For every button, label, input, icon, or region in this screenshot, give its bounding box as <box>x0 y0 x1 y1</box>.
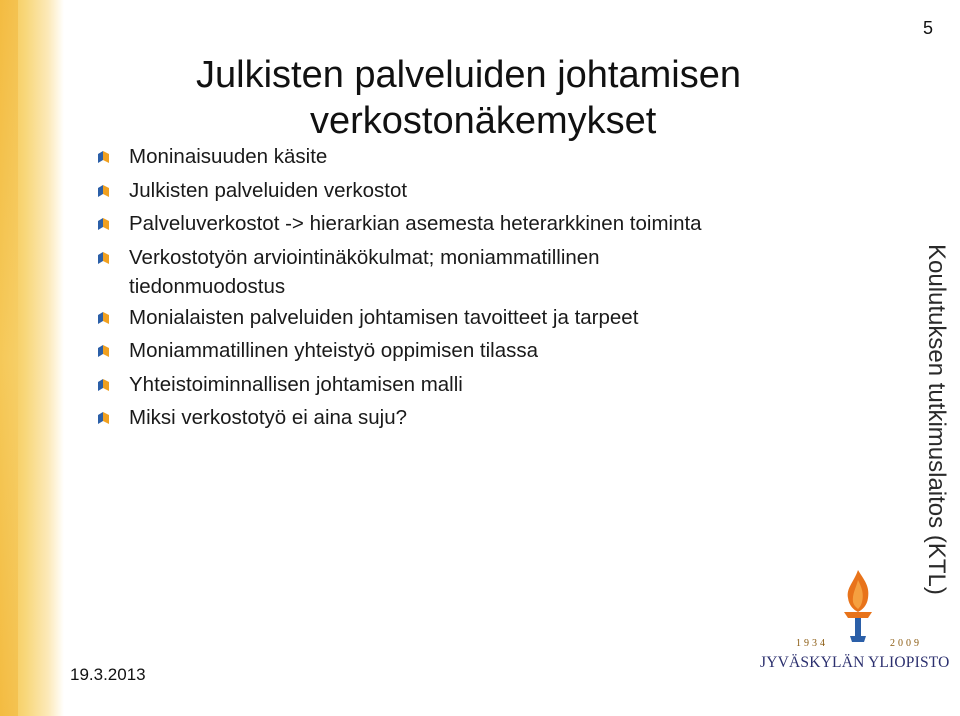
left-decorative-band <box>0 0 64 716</box>
cube-bullet-icon <box>98 412 109 424</box>
bullet-text: Palveluverkostot -> hierarkian asemesta heterarkkinen toiminta <box>129 212 702 235</box>
bullet-item <box>94 207 874 241</box>
bullet-list <box>94 140 874 435</box>
logo-years <box>796 638 922 649</box>
slide-title-line-2: verkostonäkemykset <box>310 100 657 142</box>
bullet-item <box>94 401 874 435</box>
bullet-text: Monialaisten palveluiden johtamisen tavoitteet ja tarpeet <box>129 305 639 329</box>
cube-bullet-icon <box>98 252 109 264</box>
bullet-text: Moninaisuuden käsite <box>129 145 328 168</box>
logo-university-name: JYVÄSKYLÄN YLIOPISTO <box>760 654 950 671</box>
bullet-text: Verkostotyön arviointinäkökulmat; moniammatillinen tiedonmuodostus <box>129 245 600 298</box>
cube-bullet-icon <box>98 345 109 357</box>
slide-number: 5 <box>922 18 933 38</box>
bullet-item <box>94 301 874 335</box>
bullet-text: Miksi verkostotyö ei aina suju? <box>129 406 408 429</box>
bullet-item <box>94 368 874 402</box>
bullet-item <box>94 174 874 208</box>
logo-year-start: 1934 <box>796 638 828 649</box>
cube-bullet-icon <box>98 379 109 391</box>
slide-date: 19.3.2013 <box>70 665 146 684</box>
bullet-text: Yhteistoiminnallisen johtamisen malli <box>129 372 463 396</box>
slide-title <box>196 52 836 144</box>
bullet-text: Moniammatillinen yhteistyö oppimisen tilassa <box>129 339 539 362</box>
bullet-item <box>94 140 874 174</box>
cube-bullet-icon <box>98 185 109 197</box>
cube-bullet-icon <box>98 218 109 230</box>
university-logo <box>760 566 956 686</box>
logo-year-end: 2009 <box>890 638 922 649</box>
vertical-institute-label: Koulutuksen tutkimuslaitos (KTL) <box>923 244 950 595</box>
bullet-item <box>94 241 874 301</box>
bullet-text: Julkisten palveluiden verkostot <box>129 178 408 202</box>
cube-bullet-icon <box>98 151 109 163</box>
bullet-item <box>94 334 874 368</box>
cube-bullet-icon <box>98 312 109 324</box>
slide-title-line-1: Julkisten palveluiden johtamisen <box>196 54 741 96</box>
